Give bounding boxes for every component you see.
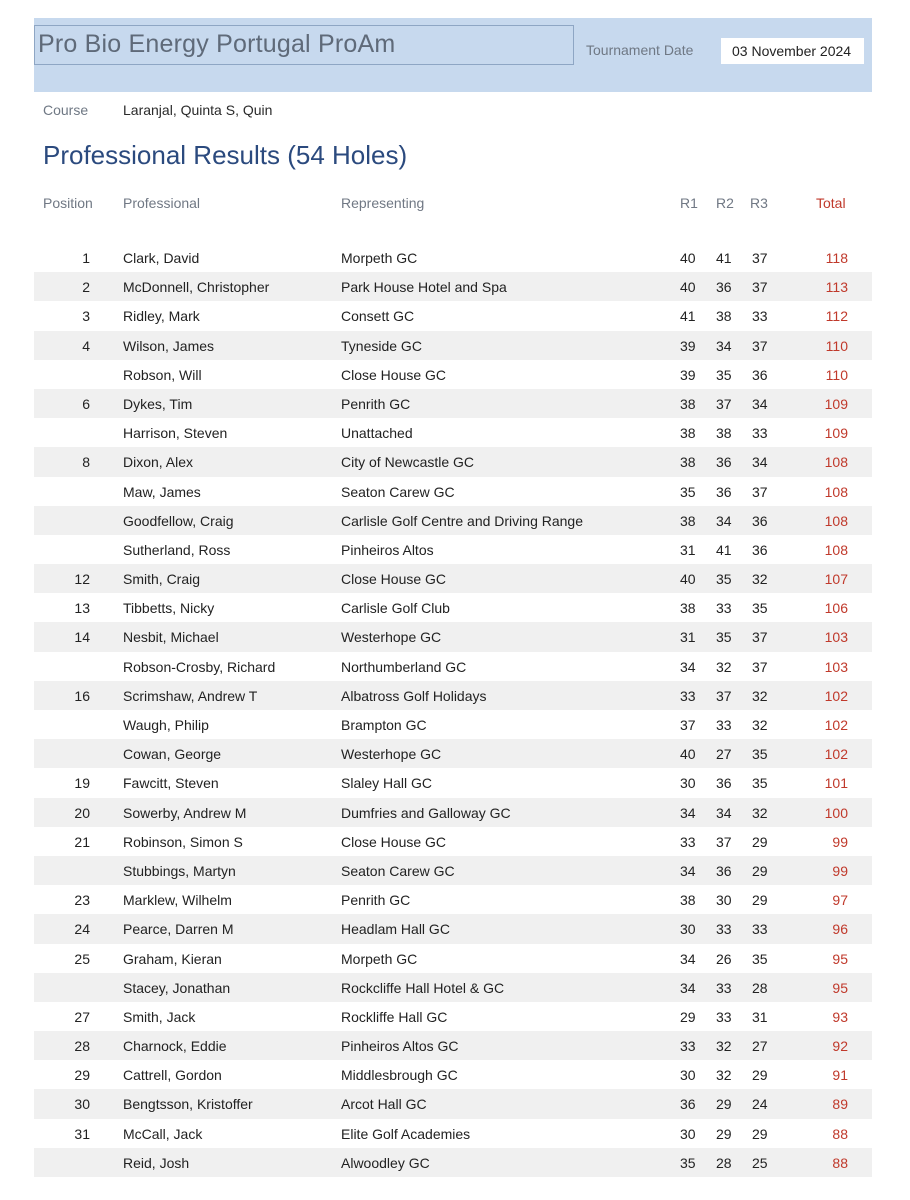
representing-cell: Westerhope GC (341, 746, 442, 763)
representing-cell: Consett GC (341, 308, 415, 325)
tournament-date-value: 03 November 2024 (732, 43, 852, 59)
r1-cell: 34 (680, 979, 696, 996)
r1-cell: 30 (680, 1067, 696, 1084)
r1-cell: 31 (680, 629, 696, 646)
professional-cell: Bengtsson, Kristoffer (123, 1096, 253, 1113)
r1-cell: 33 (680, 833, 696, 850)
r2-cell: 29 (716, 1096, 732, 1113)
representing-cell: Carlisle Golf Club (341, 600, 450, 617)
r2-cell: 35 (716, 571, 732, 588)
r1-cell: 38 (680, 892, 696, 909)
professional-cell: Harrison, Steven (123, 425, 228, 442)
table-row (34, 652, 872, 681)
r1-cell: 38 (680, 512, 696, 529)
representing-cell: Slaley Hall GC (341, 775, 433, 792)
r2-cell: 38 (716, 308, 732, 325)
total-cell: 88 (832, 1154, 848, 1171)
representing-cell: Alwoodley GC (341, 1154, 430, 1171)
r3-cell: 29 (752, 1067, 768, 1084)
r2-cell: 36 (716, 279, 732, 296)
professional-cell: Reid, Josh (123, 1154, 190, 1171)
professional-cell: Tibbetts, Nicky (123, 600, 215, 617)
professional-cell: Ridley, Mark (123, 308, 200, 325)
total-cell: 118 (825, 250, 848, 266)
r3-cell: 36 (752, 366, 768, 383)
r2-cell: 36 (716, 862, 732, 879)
position-cell: 2 (82, 279, 90, 296)
professional-cell: Smith, Craig (123, 571, 201, 588)
position-cell: 21 (74, 833, 90, 850)
table-row (34, 272, 872, 301)
professional-cell: Charnock, Eddie (123, 1038, 227, 1055)
r3-cell: 31 (752, 1008, 768, 1025)
position-cell: 24 (74, 921, 90, 938)
representing-cell: Penrith GC (341, 892, 411, 909)
table-row (34, 885, 872, 914)
r3-cell: 32 (752, 717, 768, 733)
r3-cell: 32 (752, 804, 768, 821)
total-cell: 109 (824, 425, 848, 442)
r2-cell: 32 (716, 1067, 732, 1084)
position-cell: 3 (82, 308, 90, 325)
r2-cell: 33 (716, 717, 732, 733)
professional-cell: Sutherland, Ross (123, 541, 231, 558)
table-row (34, 389, 872, 418)
total-cell: 88 (832, 1125, 848, 1142)
tournament-date-label: Tournament Date (586, 42, 694, 58)
representing-cell: Pinheiros Altos GC (341, 1038, 459, 1055)
table-row (34, 535, 872, 564)
representing-cell: Middlesbrough GC (341, 1067, 458, 1084)
tournament-title: Pro Bio Energy Portugal ProAm (38, 30, 396, 58)
position-cell: 23 (74, 892, 90, 909)
r3-cell: 32 (752, 571, 768, 588)
r3-cell: 35 (752, 746, 768, 763)
total-cell: 106 (824, 600, 848, 617)
table-row (34, 944, 872, 973)
r3-cell: 36 (752, 541, 768, 558)
total-cell: 99 (832, 833, 848, 850)
results-table (34, 243, 872, 1177)
r1-cell: 37 (680, 717, 696, 733)
professional-cell: Stubbings, Martyn (123, 862, 236, 879)
total-cell: 108 (824, 483, 848, 500)
representing-cell: Park House Hotel and Spa (341, 279, 507, 296)
professional-cell: Smith, Jack (123, 1008, 196, 1025)
r1-cell: 38 (680, 425, 696, 442)
r1-cell: 34 (680, 658, 696, 675)
r1-cell: 39 (680, 337, 696, 354)
column-header-position: Position (43, 195, 93, 211)
r1-cell: 34 (680, 804, 696, 821)
professional-cell: Dixon, Alex (123, 454, 194, 471)
representing-cell: City of Newcastle GC (341, 454, 475, 471)
representing-cell: Close House GC (341, 833, 447, 850)
representing-cell: Penrith GC (341, 395, 411, 412)
total-cell: 108 (824, 454, 848, 471)
table-row (34, 331, 872, 360)
column-header-r1: R1 (680, 195, 698, 211)
r2-cell: 30 (716, 892, 732, 909)
table-row (34, 1089, 872, 1118)
representing-cell: Albatross Golf Holidays (341, 687, 487, 704)
representing-cell: Arcot Hall GC (341, 1096, 427, 1113)
column-header-total: Total (816, 195, 846, 211)
course-value: Laranjal, Quinta S, Quin (123, 102, 273, 118)
r3-cell: 28 (752, 979, 768, 996)
table-row (34, 973, 872, 1002)
total-cell: 103 (824, 629, 848, 646)
r3-cell: 35 (752, 775, 768, 792)
representing-cell: Elite Golf Academies (341, 1125, 471, 1142)
r2-cell: 27 (716, 746, 732, 763)
r2-cell: 33 (716, 600, 732, 617)
r3-cell: 37 (752, 337, 768, 354)
r3-cell: 25 (752, 1154, 768, 1171)
r3-cell: 36 (752, 512, 768, 529)
total-cell: 92 (832, 1038, 848, 1055)
r3-cell: 37 (752, 279, 768, 296)
position-cell: 6 (82, 395, 90, 412)
r2-cell: 34 (716, 337, 732, 354)
professional-cell: Waugh, Philip (123, 717, 209, 733)
professional-cell: McDonnell, Christopher (123, 279, 270, 296)
r2-cell: 33 (716, 979, 732, 996)
r2-cell: 33 (716, 1008, 732, 1025)
total-cell: 110 (825, 337, 848, 354)
representing-cell: Tyneside GC (341, 337, 422, 354)
table-row (34, 506, 872, 535)
professional-cell: Cowan, George (123, 746, 222, 763)
position-cell: 14 (74, 629, 90, 646)
table-row (34, 1031, 872, 1060)
representing-cell: Rockliffe Hall GC (341, 1008, 448, 1025)
representing-cell: Close House GC (341, 366, 447, 383)
r1-cell: 30 (680, 1125, 696, 1142)
representing-cell: Morpeth GC (341, 250, 418, 266)
r2-cell: 36 (716, 483, 732, 500)
r2-cell: 26 (716, 950, 732, 967)
table-row (34, 798, 872, 827)
professional-cell: Robson, Will (123, 366, 202, 383)
r3-cell: 35 (752, 600, 768, 617)
representing-cell: Close House GC (341, 571, 447, 588)
total-cell: 91 (832, 1067, 848, 1084)
table-row (34, 1060, 872, 1089)
table-row (34, 418, 872, 447)
table-row (34, 681, 872, 710)
professional-cell: Pearce, Darren M (123, 921, 234, 938)
r1-cell: 30 (680, 775, 696, 792)
table-row (34, 593, 872, 622)
total-cell: 108 (824, 541, 848, 558)
professional-cell: Wilson, James (123, 337, 215, 354)
total-cell: 112 (825, 308, 848, 325)
r1-cell: 30 (680, 921, 696, 938)
professional-cell: Dykes, Tim (123, 395, 193, 412)
table-row (34, 301, 872, 330)
total-cell: 113 (825, 279, 848, 296)
r1-cell: 40 (680, 250, 696, 266)
table-row (34, 477, 872, 506)
table-row (34, 564, 872, 593)
r2-cell: 41 (716, 541, 732, 558)
r2-cell: 28 (716, 1154, 732, 1171)
total-cell: 109 (824, 395, 848, 412)
table-row (34, 1119, 872, 1148)
r2-cell: 32 (716, 658, 732, 675)
professional-cell: Graham, Kieran (123, 950, 222, 967)
representing-cell: Westerhope GC (341, 629, 442, 646)
r1-cell: 41 (680, 308, 696, 325)
position-cell: 25 (74, 950, 90, 967)
representing-cell: Morpeth GC (341, 950, 418, 967)
r1-cell: 39 (680, 366, 696, 383)
representing-cell: Rockcliffe Hall Hotel & GC (341, 979, 505, 996)
r2-cell: 33 (716, 921, 732, 938)
r2-cell: 36 (716, 775, 732, 792)
table-row (34, 243, 872, 272)
total-cell: 102 (824, 687, 848, 704)
r1-cell: 40 (680, 571, 696, 588)
r2-cell: 29 (716, 1125, 732, 1142)
r2-cell: 37 (716, 395, 732, 412)
professional-cell: Maw, James (123, 483, 201, 500)
professional-cell: Marklew, Wilhelm (123, 892, 232, 909)
r1-cell: 38 (680, 395, 696, 412)
position-cell: 4 (82, 337, 90, 354)
professional-cell: Scrimshaw, Andrew T (123, 687, 258, 704)
total-cell: 99 (832, 862, 848, 879)
r3-cell: 35 (752, 950, 768, 967)
total-cell: 95 (832, 979, 848, 996)
representing-cell: Brampton GC (341, 717, 427, 733)
total-cell: 102 (824, 717, 848, 733)
r2-cell: 36 (716, 454, 732, 471)
professional-cell: Goodfellow, Craig (123, 512, 234, 529)
r1-cell: 31 (680, 541, 696, 558)
position-cell: 8 (82, 454, 90, 471)
r3-cell: 29 (752, 862, 768, 879)
course-label: Course (43, 102, 89, 118)
professional-cell: Robinson, Simon S (123, 833, 243, 850)
professional-cell: Stacey, Jonathan (123, 979, 231, 996)
table-row (34, 914, 872, 943)
r3-cell: 34 (752, 395, 768, 412)
r1-cell: 35 (680, 483, 696, 500)
table-row (34, 1148, 872, 1177)
r3-cell: 29 (752, 833, 768, 850)
r3-cell: 32 (752, 687, 768, 704)
position-cell: 27 (74, 1008, 90, 1025)
r1-cell: 33 (680, 687, 696, 704)
r3-cell: 37 (752, 250, 768, 266)
total-cell: 102 (824, 746, 848, 763)
position-cell: 12 (74, 571, 90, 588)
representing-cell: Northumberland GC (341, 658, 467, 675)
representing-cell: Carlisle Golf Centre and Driving Range (341, 512, 583, 529)
total-cell: 96 (832, 921, 848, 938)
column-header-representing: Representing (341, 195, 425, 211)
professional-cell: Robson-Crosby, Richard (123, 658, 276, 675)
professional-cell: McCall, Jack (123, 1125, 203, 1142)
r2-cell: 37 (716, 833, 732, 850)
total-cell: 110 (825, 366, 848, 383)
total-cell: 89 (832, 1096, 848, 1113)
professional-cell: Cattrell, Gordon (123, 1067, 222, 1084)
table-row (34, 827, 872, 856)
r2-cell: 41 (716, 250, 732, 266)
position-cell: 31 (74, 1125, 90, 1142)
professional-cell: Fawcitt, Steven (123, 775, 219, 792)
r3-cell: 29 (752, 892, 768, 909)
r2-cell: 32 (716, 1038, 732, 1055)
r3-cell: 24 (752, 1096, 768, 1113)
r1-cell: 33 (680, 1038, 696, 1055)
total-cell: 107 (824, 571, 848, 588)
r3-cell: 33 (752, 308, 768, 325)
representing-cell: Unattached (341, 425, 413, 442)
r3-cell: 37 (752, 658, 768, 675)
r1-cell: 34 (680, 862, 696, 879)
position-cell: 30 (74, 1096, 90, 1113)
total-cell: 103 (824, 658, 848, 675)
total-cell: 93 (832, 1008, 848, 1025)
r2-cell: 35 (716, 629, 732, 646)
r1-cell: 40 (680, 279, 696, 296)
r2-cell: 34 (716, 512, 732, 529)
table-row (34, 622, 872, 651)
column-header-professional: Professional (123, 195, 201, 211)
r3-cell: 33 (752, 921, 768, 938)
r1-cell: 34 (680, 950, 696, 967)
total-cell: 101 (824, 775, 848, 792)
r2-cell: 35 (716, 366, 732, 383)
r1-cell: 35 (680, 1154, 696, 1171)
representing-cell: Seaton Carew GC (341, 483, 455, 500)
total-cell: 100 (824, 804, 848, 821)
results-title: Professional Results (54 Holes) (43, 140, 408, 170)
r3-cell: 27 (752, 1038, 768, 1055)
table-row (34, 447, 872, 476)
r1-cell: 40 (680, 746, 696, 763)
r2-cell: 38 (716, 425, 732, 442)
position-cell: 29 (74, 1067, 90, 1084)
representing-cell: Pinheiros Altos (341, 541, 434, 558)
position-cell: 20 (74, 804, 90, 821)
professional-cell: Clark, David (123, 250, 200, 266)
r1-cell: 29 (680, 1008, 696, 1025)
position-cell: 28 (74, 1038, 90, 1055)
r3-cell: 37 (752, 629, 768, 646)
representing-cell: Dumfries and Galloway GC (341, 804, 511, 821)
table-row (34, 1002, 872, 1031)
total-cell: 95 (832, 950, 848, 967)
column-header-r2: R2 (716, 195, 734, 211)
professional-cell: Nesbit, Michael (123, 629, 219, 646)
r3-cell: 33 (752, 425, 768, 442)
representing-cell: Seaton Carew GC (341, 862, 455, 879)
table-row (34, 710, 872, 739)
representing-cell: Headlam Hall GC (341, 921, 450, 938)
r1-cell: 38 (680, 600, 696, 617)
professional-cell: Sowerby, Andrew M (123, 804, 247, 821)
r2-cell: 37 (716, 687, 732, 704)
table-row (34, 360, 872, 389)
position-cell: 19 (74, 775, 90, 792)
r3-cell: 37 (752, 483, 768, 500)
r1-cell: 38 (680, 454, 696, 471)
r3-cell: 29 (752, 1125, 768, 1142)
table-row (34, 768, 872, 797)
table-row (34, 739, 872, 768)
total-cell: 108 (824, 512, 848, 529)
position-cell: 13 (74, 600, 90, 617)
column-header-r3: R3 (750, 195, 768, 211)
r1-cell: 36 (680, 1096, 696, 1113)
r2-cell: 34 (716, 804, 732, 821)
position-cell: 16 (74, 687, 90, 704)
total-cell: 97 (832, 892, 848, 909)
position-cell: 1 (82, 250, 90, 266)
table-row (34, 856, 872, 885)
r3-cell: 34 (752, 454, 768, 471)
